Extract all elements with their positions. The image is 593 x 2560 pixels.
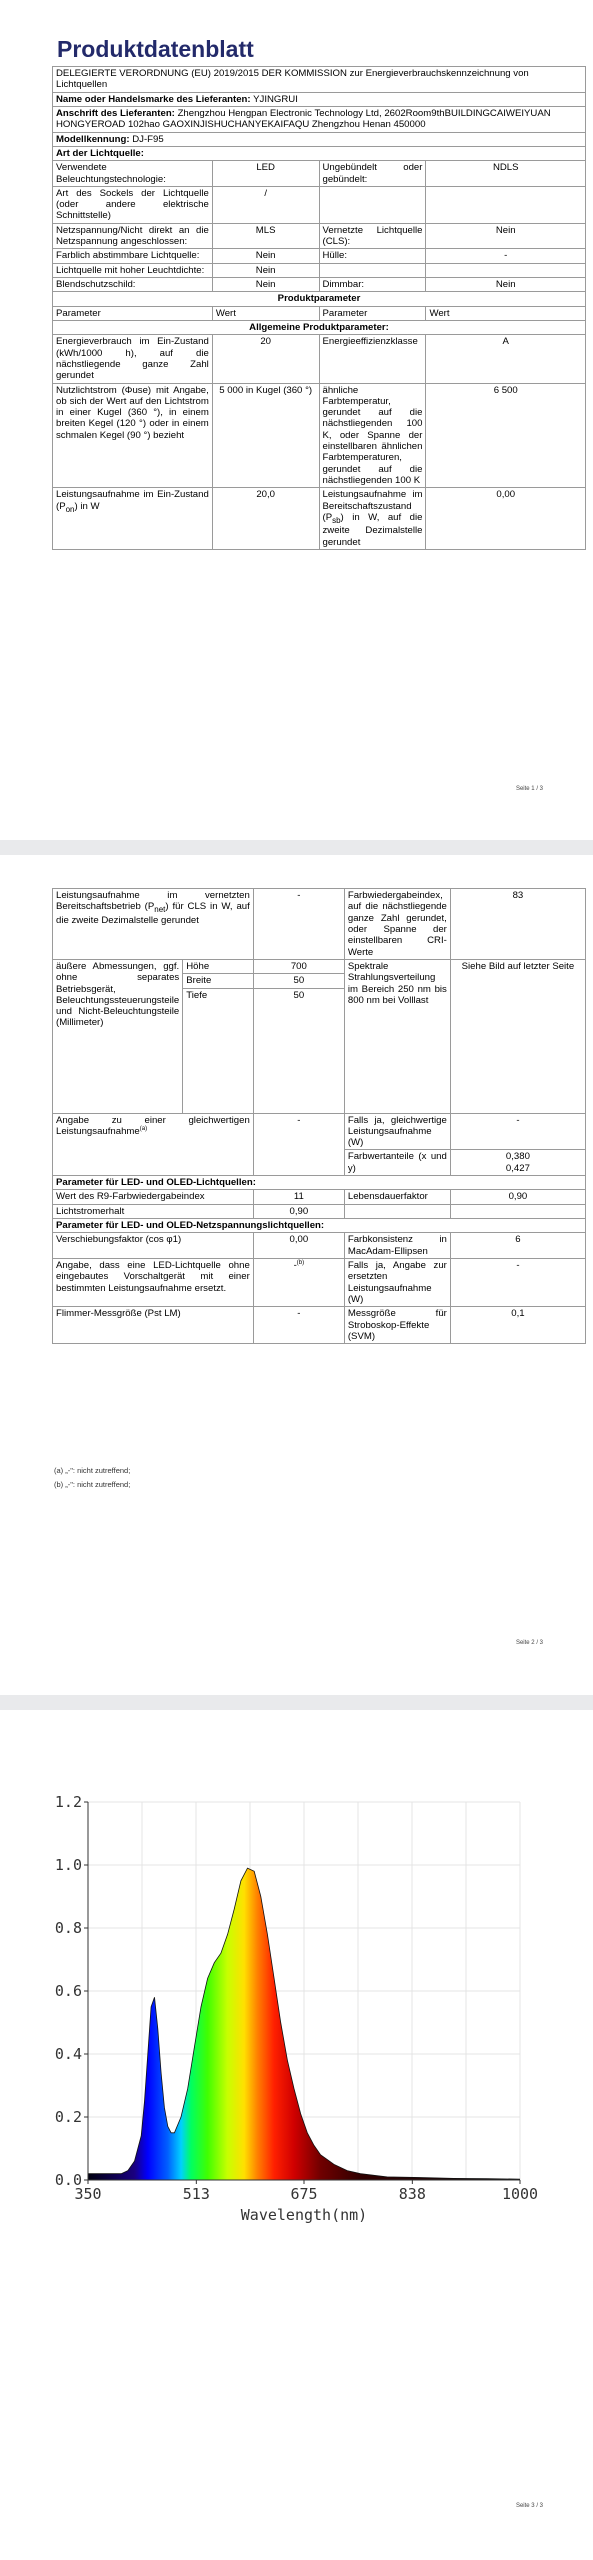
y-tick-label: 1.2 xyxy=(54,1793,82,1811)
led-header: Parameter für LED- und OLED-Lichtquellen: xyxy=(53,1176,586,1190)
text: Leistungsaufnahme im Ein-Zustand (P xyxy=(56,489,209,512)
cell xyxy=(426,186,586,223)
chromaticity-value xyxy=(450,1150,585,1176)
type-header: Art der Lichtquelle: xyxy=(53,146,586,160)
table-row xyxy=(53,335,586,383)
cell xyxy=(253,1258,344,1306)
supplier-value: YJINGRUI xyxy=(253,93,298,105)
chroma-x: 0,380 xyxy=(505,1151,530,1163)
y-tick-label: 1.0 xyxy=(54,1856,82,1874)
cell: A xyxy=(426,335,586,383)
x-tick-label: 1000 xyxy=(501,2185,539,2203)
col-header-parameter: Parameter xyxy=(319,306,426,320)
superscript: (a) xyxy=(139,1125,148,1132)
y-tick-label: 0.0 xyxy=(54,2171,82,2189)
page-number: Seite 2 / 3 xyxy=(515,1640,543,1646)
table-row xyxy=(53,161,586,187)
cell: Nutzlichtstrom (Φuse) mit Angabe, ob sich der Wert auf den Lichtstrom in einer Kugel (360 °), in einem breiten Kegel (120 °) oder in einem schmalen Kegel (90 °) bezieht xyxy=(53,383,213,488)
chroma-y: 0,427 xyxy=(505,1162,530,1174)
params-header: Produktparameter xyxy=(53,292,586,306)
cell: 20,0 xyxy=(212,488,319,550)
x-tick-label: 513 xyxy=(182,2185,210,2203)
cell: Messgröße für Stroboskop-Effekte (SVM) xyxy=(344,1307,450,1344)
cell: 5 000 in Kugel (360 °) xyxy=(212,383,319,488)
address-row xyxy=(53,106,586,132)
table-row xyxy=(53,1258,586,1306)
cell: LED xyxy=(212,161,319,187)
supplier-row xyxy=(53,92,586,106)
cell xyxy=(426,263,586,277)
col-header-parameter: Parameter xyxy=(53,306,213,320)
mains-header: Parameter für LED- und OLED-Netzspannungslichtquellen: xyxy=(53,1219,586,1233)
cell: ähnliche Farbtemperatur, gerundet auf die nächstliegenden 100 K, oder Spanne der einstellbaren ähnlichen Farbtemperaturen, gerundet auf die nächstliegenden 100 K xyxy=(319,383,426,488)
text: Leistungsaufnahme im Bereitschaftszustand (P xyxy=(322,489,423,523)
dim-width-label: Breite xyxy=(183,974,254,988)
x-axis-label: Wavelength(nm) xyxy=(240,2206,368,2224)
cell: Lebensdauerfaktor xyxy=(344,1190,450,1204)
dim-height-label: Höhe xyxy=(183,959,254,973)
datasheet-table-1 xyxy=(52,66,586,550)
cell: 6 500 xyxy=(426,383,586,488)
text: Angabe zu einer gleichwertigen Leistungsaufnahme xyxy=(56,1114,250,1137)
footnote-a: (a) „-": nicht zutreffend; xyxy=(54,1466,131,1475)
dim-depth-value: 50 xyxy=(253,988,344,1113)
cell: - xyxy=(450,1113,585,1150)
y-tick-label: 0.6 xyxy=(54,1982,82,2000)
cell: 20 xyxy=(212,335,319,383)
cell: Energieverbrauch im Ein-Zustand (kWh/1000 h), auf die nächstliegende ganze Zahl gerundet xyxy=(53,335,213,383)
page-title: Produktdatenblatt xyxy=(57,36,254,62)
cell xyxy=(319,263,426,277)
cell: Nein xyxy=(426,223,586,249)
table-row xyxy=(53,959,586,973)
cell: MLS xyxy=(212,223,319,249)
cell: Wert des R9-Farbwiedergabeindex xyxy=(53,1190,254,1204)
col-header-wert: Wert xyxy=(426,306,586,320)
cell: Nein xyxy=(212,278,319,292)
subscript: net xyxy=(154,905,166,915)
cell: Ungebündelt oder gebündelt: xyxy=(319,161,426,187)
cell: Lichtquelle mit hoher Leuchtdichte: xyxy=(53,263,213,277)
page-number: Seite 1 / 3 xyxy=(515,786,543,792)
table-row xyxy=(53,223,586,249)
datasheet-table-2 xyxy=(52,888,586,1344)
cell: Farbkonsistenz in MacAdam-Ellipsen xyxy=(344,1233,450,1259)
table-row xyxy=(53,186,586,223)
cell xyxy=(319,488,426,550)
cell: 0,90 xyxy=(450,1190,585,1204)
table-row xyxy=(53,383,586,488)
cell xyxy=(53,1113,254,1176)
dim-height-value: 700 xyxy=(253,959,344,973)
chromaticity-label: Farbwertanteile (x und y) xyxy=(344,1150,450,1176)
cell: - xyxy=(450,1258,585,1306)
text: Leistungsaufnahme im vernetzten Bereitschaftsbetrieb (P xyxy=(56,890,250,913)
regulation-text: DELEGIERTE VERORDNUNG (EU) 2019/2015 DER KOMMISSION zur Energieverbrauchskennzeichnung von Lichtquellen xyxy=(53,67,586,93)
cell: Netzspannung/Nicht direkt an die Netzspannung angeschlossen: xyxy=(53,223,213,249)
address-value: Zhengzhou Hengpan Electronic Technology Ltd, 2602Room9thBUILDINGCAIWEIYUAN HONGYEROAD 102hao GAOXINJISHUCHANYEKAIFAQU Zhengzhou Henan 450000 xyxy=(56,107,551,131)
cell: 0,00 xyxy=(426,488,586,550)
text: ) in W xyxy=(74,500,100,512)
cell: Vernetzte Lichtquelle (CLS): xyxy=(319,223,426,249)
page-2 xyxy=(0,855,593,1695)
page-3 xyxy=(0,1710,593,2560)
table-row xyxy=(53,1190,586,1204)
column-header-row xyxy=(53,306,586,320)
y-tick-label: 0.4 xyxy=(54,2045,82,2063)
cell: - xyxy=(253,889,344,960)
col-header-wert: Wert xyxy=(212,306,319,320)
table-row xyxy=(53,249,586,263)
cell xyxy=(53,889,254,960)
general-header: Allgemeine Produktparameter: xyxy=(53,320,586,334)
cell: Nein xyxy=(426,278,586,292)
cell: - xyxy=(426,249,586,263)
model-row xyxy=(53,132,586,146)
cell: Falls ja, Angabe zur ersetzten Leistungsaufnahme (W) xyxy=(344,1258,450,1306)
table-row xyxy=(53,1113,586,1150)
text: ) für CLS in W, auf die zweite Dezimalstelle gerundet xyxy=(56,901,250,926)
cell: Art des Sockels der Lichtquelle (oder andere elektrische Schnittstelle) xyxy=(53,186,213,223)
cell xyxy=(53,488,213,550)
text: - xyxy=(293,1260,297,1272)
x-tick-label: 350 xyxy=(74,2185,102,2203)
address-label: Anschrift des Lieferanten: xyxy=(56,107,175,119)
cell: 0,90 xyxy=(253,1204,344,1218)
cell: 11 xyxy=(253,1190,344,1204)
cell: Farblich abstimmbare Lichtquelle: xyxy=(53,249,213,263)
x-tick-label: 838 xyxy=(398,2185,426,2203)
cell: 6 xyxy=(450,1233,585,1259)
cell xyxy=(450,1204,585,1218)
cell: / xyxy=(212,186,319,223)
cell: Nein xyxy=(212,249,319,263)
subscript: on xyxy=(65,504,75,514)
text: ) in W, auf die zweite Dezimalstelle gerundet xyxy=(322,511,423,548)
page-number: Seite 3 / 3 xyxy=(515,2503,543,2509)
cell: Verwendete Beleuchtungstechnologie: xyxy=(53,161,213,187)
table-row xyxy=(53,1233,586,1259)
dimensions-label: äußere Abmessungen, ggf. ohne separates Betriebsgerät, Beleuchtungssteuerungsteile und Nicht-Beleuchtungsteile (Millimeter) xyxy=(53,959,183,1113)
cell: Dimmbar: xyxy=(319,278,426,292)
y-tick-label: 0.2 xyxy=(54,2108,82,2126)
dim-depth-label: Tiefe xyxy=(183,988,254,1113)
spectral-label: Spektrale Strahlungsverteilung im Bereich 250 nm bis 800 nm bei Volllast xyxy=(344,959,450,1113)
supplier-label: Name oder Handelsmarke des Lieferanten: xyxy=(56,93,251,105)
page-1 xyxy=(0,0,593,840)
cell: Lichtstromerhalt xyxy=(53,1204,254,1218)
cell: Farbwiedergabeindex, auf die nächstliegende ganze Zahl gerundet, oder Spanne der einstellbaren CRI-Werte xyxy=(344,889,450,960)
cell: Energieeffizienzklasse xyxy=(319,335,426,383)
model-label: Modellkennung: xyxy=(56,133,130,145)
table-row xyxy=(53,488,586,550)
cell xyxy=(344,1204,450,1218)
dim-width-value: 50 xyxy=(253,974,344,988)
table-row xyxy=(53,263,586,277)
table-row xyxy=(53,889,586,960)
footnote-b: (b) „-": nicht zutreffend; xyxy=(54,1480,131,1489)
superscript: (b) xyxy=(296,1259,305,1266)
cell: 83 xyxy=(450,889,585,960)
cell: NDLS xyxy=(426,161,586,187)
y-tick-label: 0.8 xyxy=(54,1919,82,1937)
cell xyxy=(319,186,426,223)
cell: 0,00 xyxy=(253,1233,344,1259)
cell: Angabe, dass eine LED-Lichtquelle ohne eingebautes Vorschaltgerät mit einer bestimmten Leistungsaufnahme ersetzt. xyxy=(53,1258,254,1306)
spectral-value: Siehe Bild auf letzter Seite xyxy=(450,959,585,1113)
cell: Hülle: xyxy=(319,249,426,263)
subscript: sb xyxy=(332,515,341,525)
cell: - xyxy=(253,1113,344,1176)
cell: Verschiebungsfaktor (cos φ1) xyxy=(53,1233,254,1259)
cell: Flimmer-Messgröße (Pst LM) xyxy=(53,1307,254,1344)
cell: 0,1 xyxy=(450,1307,585,1344)
table-row xyxy=(53,1307,586,1344)
cell: Nein xyxy=(212,263,319,277)
cell: Blendschutzschild: xyxy=(53,278,213,292)
table-row xyxy=(53,1204,586,1218)
model-value: DJ-F95 xyxy=(132,133,164,145)
spectrum-chart xyxy=(0,1710,593,2230)
x-tick-label: 675 xyxy=(290,2185,318,2203)
table-row xyxy=(53,278,586,292)
cell: Falls ja, gleichwertige Leistungsaufnahme (W) xyxy=(344,1113,450,1150)
cell: - xyxy=(253,1307,344,1344)
